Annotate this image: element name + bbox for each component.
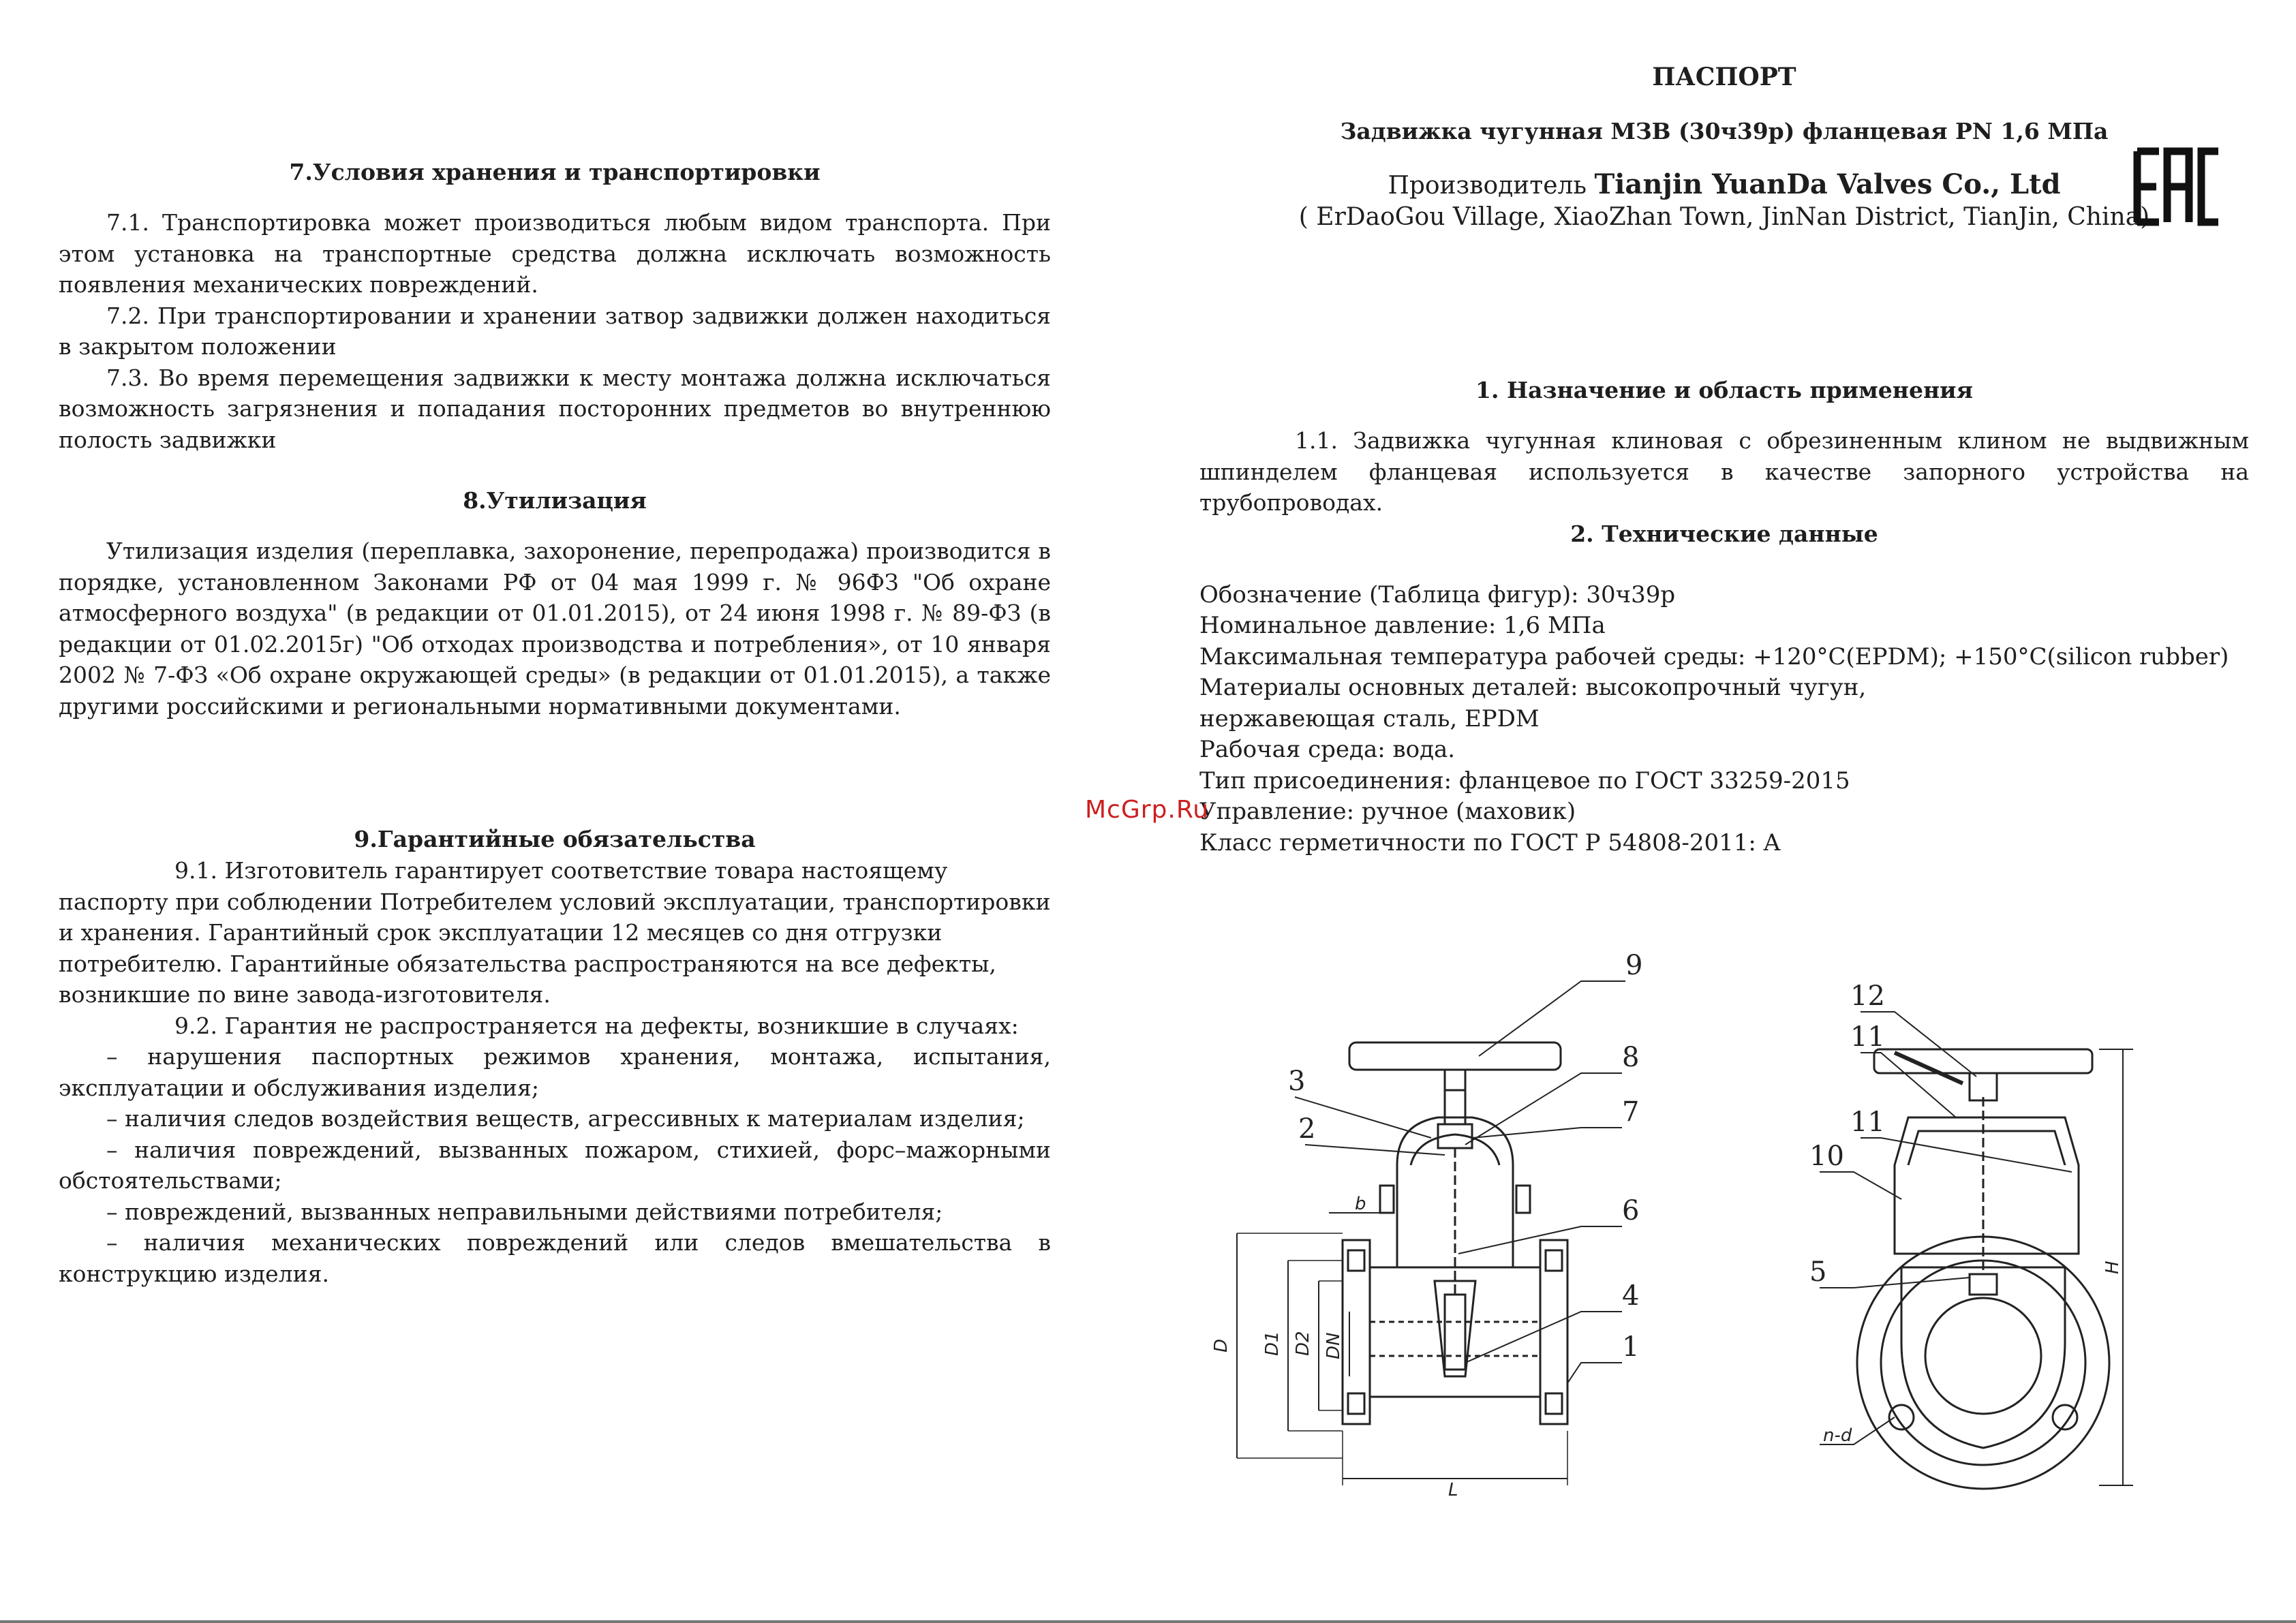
manufacturer-name: Tianjin YuanDa Valves Co., Ltd bbox=[1594, 168, 2061, 200]
tech-line-7: Тип присоединения: фланцевое по ГОСТ 33259-2015 bbox=[1199, 767, 1850, 794]
callout-11a: 11 bbox=[1850, 1021, 1885, 1053]
dim-L: L bbox=[1448, 1480, 1458, 1500]
callout-12: 12 bbox=[1850, 980, 1885, 1012]
callout-11b: 11 bbox=[1850, 1107, 1885, 1138]
section-7-p3: 7.3. Во время перемещения задвижки к месту монтажа должна исключаться возможность загрязнения и попадания посторонних предметов во внутреннюю полость задвижки bbox=[59, 364, 1051, 453]
tech-line-9: Класс герметичности по ГОСТ Р 54808-2011: A bbox=[1199, 829, 1781, 856]
passport-title: ПАСПОРТ bbox=[1652, 63, 1796, 91]
section-7-p2: 7.2. При транспортировании и хранении затвор задвижки должен находиться в закрытом положении bbox=[59, 302, 1051, 360]
section-2-title: 2. Технические данные bbox=[1570, 520, 1878, 547]
section-9-dash-2: – наличия следов воздействия веществ, агрессивных к материалам изделия; bbox=[106, 1105, 1025, 1132]
callout-1: 1 bbox=[1622, 1331, 1640, 1363]
callout-2: 2 bbox=[1298, 1113, 1316, 1145]
right-flange bbox=[1540, 1240, 1567, 1424]
tech-line-2: Номинальное давление: 1,6 МПа bbox=[1199, 612, 1606, 639]
tech-line-3: Максимальная температура рабочей среды: +120°C(EPDM); +150°C(silicon rubber) bbox=[1199, 643, 2229, 670]
left-column bbox=[59, 157, 1051, 1289]
dim-DN: DN bbox=[1323, 1332, 1344, 1359]
section-8-p1: Утилизация изделия (переплавка, захоронение, перепродажа) производится в порядке, установленном Законами РФ от 04 мая 1999 г. № 96ФЗ "Об охране атмосферного воздуха" (в редакции от 01.01.2015), от 24 июня 1998 г. № 89-ФЗ (в редакции от 01.02.2015г) "Об отходах производства и потребления», от 10 января 2002 № 7-ФЗ «Об охране окружающей среды» (в редакции от 01.01.2015), а также другими российскими и региональными нормативными документами. bbox=[59, 538, 1051, 720]
callout-4: 4 bbox=[1622, 1280, 1640, 1312]
handwheel bbox=[1349, 1042, 1561, 1070]
tech-line-8: Управление: ручное (маховик) bbox=[1199, 798, 1576, 825]
product-subtitle: Задвижка чугунная МЗВ (30ч39р) фланцевая PN 1,6 МПа bbox=[1340, 118, 2109, 144]
tech-line-1: Обозначение (Таблица фигур): 30ч39р bbox=[1199, 581, 1676, 608]
callout-8: 8 bbox=[1622, 1042, 1640, 1073]
page-bottom-border bbox=[0, 1620, 2296, 1623]
section-7-title: 7.Условия хранения и транспортировки bbox=[289, 159, 821, 185]
watermark-text: McGrp.Ru bbox=[1085, 796, 1210, 824]
tech-line-4: Материалы основных деталей: высокопрочный чугун, bbox=[1199, 674, 1867, 701]
dim-D: D bbox=[1211, 1338, 1231, 1352]
valve-technical-drawing bbox=[1186, 940, 2249, 1513]
manufacturer-line bbox=[1199, 168, 2249, 203]
section-9-p2: 9.2. Гарантия не распространяется на дефекты, возникшие в случаях: bbox=[174, 1012, 1019, 1039]
callout-9: 9 bbox=[1625, 950, 1643, 981]
manufacturer-address: ( ErDaoGou Village, XiaoZhan Town, JinNan District, TianJin, China) bbox=[1298, 203, 2150, 231]
tech-line-5: нержавеющая сталь, EPDM bbox=[1199, 705, 1540, 732]
eac-mark-logo bbox=[2133, 146, 2222, 228]
callout-10: 10 bbox=[1809, 1141, 1844, 1172]
manufacturer-label: Производитель bbox=[1388, 172, 1587, 200]
section-9-dash-1: – нарушения паспортных режимов хранения, монтажа, испытания, эксплуатации и обслуживания изделия; bbox=[59, 1043, 1051, 1101]
callout-3: 3 bbox=[1288, 1066, 1306, 1097]
section-7-p1: 7.1. Транспортировка может производиться любым видом транспорта. При этом установка на транспортные средства должна исключать возможность появления механических повреждений. bbox=[59, 209, 1051, 298]
section-9-dash-4: – повреждений, вызванных неправильными действиями потребителя; bbox=[106, 1198, 943, 1225]
section-9-title: 9.Гарантийные обязательства bbox=[354, 826, 756, 852]
dim-n-d: n-d bbox=[1823, 1425, 1852, 1446]
callout-6: 6 bbox=[1622, 1195, 1640, 1226]
side-handwheel bbox=[1874, 1049, 2092, 1073]
section-8-title: 8.Утилизация bbox=[463, 487, 647, 514]
callout-5: 5 bbox=[1809, 1256, 1827, 1288]
tech-data-list bbox=[1199, 580, 2249, 859]
dim-H: H bbox=[2102, 1261, 2123, 1274]
dim-D1: D1 bbox=[1262, 1331, 1283, 1356]
section-1-p1: 1.1. Задвижка чугунная клиновая с обрезиненным клином не выдвижным шпинделем фланцевая используется в качестве запорного устройства на трубопроводах. bbox=[1199, 427, 2249, 516]
section-1-title: 1. Назначение и область применения bbox=[1475, 377, 1973, 403]
section-9-dash-5: – наличия механических повреждений или следов вмешательства в конструкцию изделия. bbox=[59, 1229, 1051, 1287]
tech-line-6: Рабочая среда: вода. bbox=[1199, 736, 1456, 763]
section-9-dash-3: – наличия повреждений, вызванных пожаром, стихией, форс–мажорными обстоятельствами; bbox=[59, 1136, 1051, 1194]
callout-7: 7 bbox=[1622, 1096, 1640, 1128]
dim-D2: D2 bbox=[1293, 1331, 1313, 1356]
left-flange bbox=[1343, 1240, 1370, 1424]
dim-b: b bbox=[1355, 1194, 1366, 1214]
section-9-p1: 9.1. Изготовитель гарантирует соответствие товара настоящему паспорту при соблюдении Потребителем условий эксплуатации, транспортировки и хранения. Гарантийный срок эксплуатации 12 месяцев со дня отгрузки потребителю. Гарантийные обязательства распространяются на все дефекты, возникшие по вине завода-изготовителя. bbox=[59, 857, 1051, 1008]
right-column bbox=[1199, 61, 2249, 859]
